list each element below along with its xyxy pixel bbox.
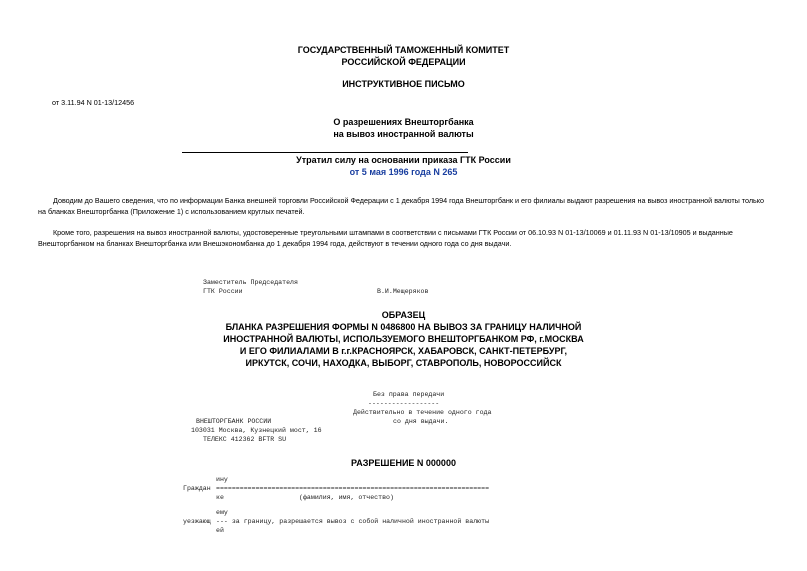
paragraph-2-line1: Кроме того, разрешения на вывоз иностранной валюты, удостоверенные треугольными штампами в соответствии с письмами ГТК России от 06.10.93 N 01-13/10069 и 01.11.93 N 01-13/10905 и выданные	[53, 228, 733, 237]
no-transfer-note: Без права передачи	[373, 391, 445, 398]
bank-address: 103031 Москва, Кузнецкий мост, 16	[191, 427, 322, 434]
signature-position-line1: Заместитель Председателя	[203, 279, 298, 286]
validity-line2: со дня выдачи.	[393, 418, 449, 425]
row2-text: --- за границу, разрешается вывоз с собой наличной иностранной валюты	[216, 518, 490, 525]
paragraph-1	[38, 196, 770, 217]
status-separator	[182, 152, 468, 153]
row1-suffix-top: ину	[216, 476, 228, 483]
no-transfer-underline: ------------------	[368, 400, 440, 407]
doc-title-line2: на вывоз иностранной валюты	[333, 129, 474, 139]
row1-label: Граждан	[183, 485, 211, 492]
row2-suffix-bottom: ей	[216, 527, 224, 534]
signature-name: В.И.Мещеряков	[377, 288, 429, 295]
doc-title-line1: О разрешениях Внешторгбанка	[333, 117, 474, 127]
sample-line1: БЛАНКА РАЗРЕШЕНИЯ ФОРМЫ N 0486800 НА ВЫВОЗ ЗА ГРАНИЦУ НАЛИЧНОЙ	[225, 322, 582, 332]
org-name-line2: РОССИЙСКОЙ ФЕДЕРАЦИИ	[341, 57, 466, 67]
paragraph-2-line2: Внешторгбанком на бланках Внешторгбанка или Внешэкономбанка до 1 декабря 1994 года, действуют в течении одного года со дня выдачи.	[38, 238, 512, 248]
validity-line1: Действительно в течение одного года	[353, 409, 492, 416]
bank-name: ВНЕШТОРГБАНК РОССИИ	[196, 418, 272, 425]
permit-title: РАЗРЕШЕНИЕ N 000000	[351, 458, 456, 468]
signature-position-line2: ГТК России	[203, 288, 243, 295]
status-link[interactable]: от 5 мая 1996 года N 265	[349, 167, 458, 177]
sample-line3: И ЕГО ФИЛИАЛАМИ В г.г.КРАСНОЯРСК, ХАБАРОВСК, САНКТ-ПЕТЕРБУРГ,	[239, 346, 568, 356]
paragraph-2	[38, 228, 770, 249]
org-name-line1: ГОСУДАРСТВЕННЫЙ ТАМОЖЕННЫЙ КОМИТЕТ	[297, 45, 510, 55]
sample-line2: ИНОСТРАННОЙ ВАЛЮТЫ, ИСПОЛЬЗУЕМОГО ВНЕШТОРГБАНКОМ РФ, г.МОСКВА	[223, 334, 584, 344]
sample-heading: ОБРАЗЕЦ	[381, 310, 426, 320]
paragraph-1-line2: на бланках Внешторгбанка (Приложение 1) с использованием круглых печатей.	[38, 206, 305, 216]
row1-suffix-bottom: ке	[216, 494, 224, 501]
sample-line4: ИРКУТСК, СОЧИ, НАХОДКА, ВЫБОРГ, СТАВРОПОЛЬ, НОВОРОССИЙСК	[245, 358, 562, 368]
row2-suffix-top: ему	[216, 509, 228, 516]
doc-type: ИНСТРУКТИВНОЕ ПИСЬМО	[342, 79, 465, 89]
row1-line: =====================================================================	[216, 485, 490, 492]
paragraph-1-line1: Доводим до Вашего сведения, что по информации Банка внешней торговли Российской Федерации с 1 декабря 1994 года Внешторгбанк и его филиалы выдают разрешения на вывоз иностранной валюты только	[53, 196, 765, 205]
bank-telex: ТЕЛЕКС 412362 BFTR SU	[203, 436, 287, 443]
row1-hint: (фамилия, имя, отчество)	[299, 494, 394, 501]
doc-reference: от 3.11.94 N 01-13/12456	[52, 98, 135, 107]
row2-label: уезжающ	[183, 518, 211, 525]
status-line: Утратил силу на основании приказа ГТК России	[296, 155, 511, 165]
